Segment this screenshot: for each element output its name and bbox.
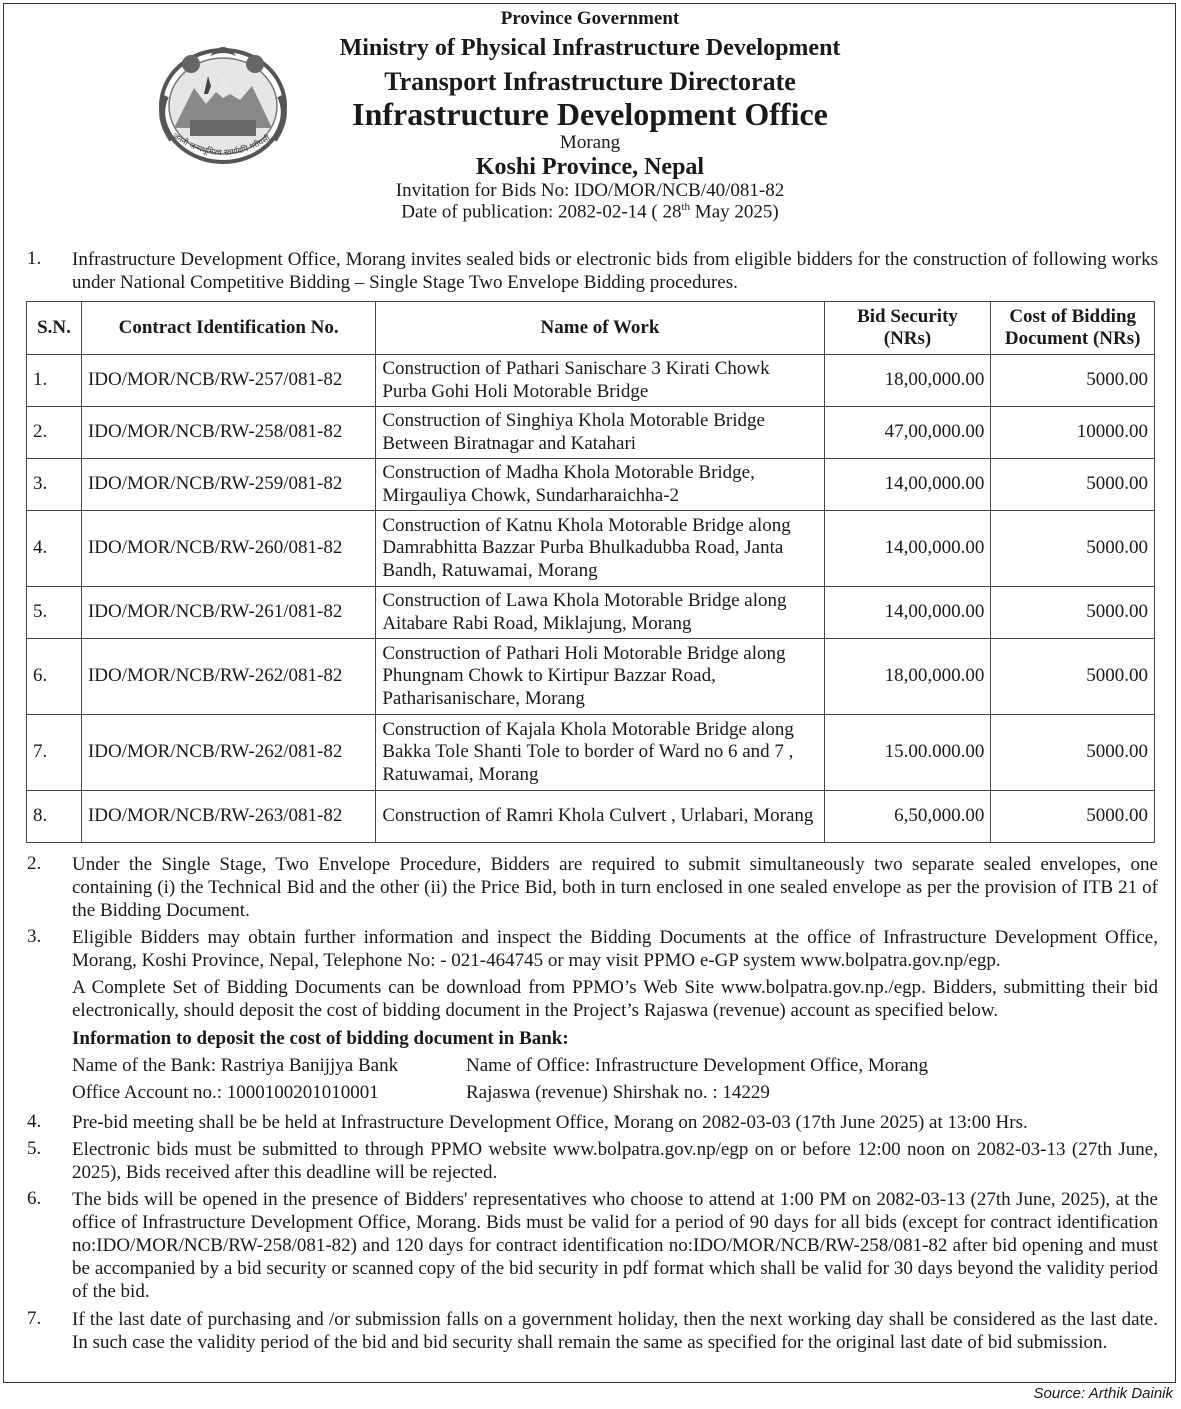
office-title: Infrastructure Development Office (352, 96, 828, 132)
cell-cost: 5000.00 (991, 791, 1155, 843)
cell-contract-id: IDO/MOR/NCB/RW-259/081-82 (81, 459, 375, 511)
cell-sn: 3. (27, 459, 82, 511)
cell-sn: 1. (27, 355, 82, 407)
cell-name-of-work: Construction of Ramri Khola Culvert , Urlabari, Morang (376, 791, 824, 843)
col-bid-security: Bid Security (NRs) (824, 302, 991, 355)
table-row (27, 639, 1155, 715)
cell-name-of-work: Construction of Singhiya Khola Motorable Bridge Between Biratnagar and Katahari (376, 407, 824, 459)
table-row (27, 355, 1155, 407)
district: Morang (559, 132, 621, 153)
cell-bid-security: 6,50,000.00 (824, 791, 991, 843)
para5-number: 5. (27, 1138, 42, 1159)
cell-sn: 2. (27, 407, 82, 459)
bank-name: Name of the Bank: Rastriya Banijjya Bank (72, 1055, 399, 1076)
cell-cost: 5000.00 (991, 639, 1155, 715)
publication-date: Date of publication: 2082-02-14 ( 28th May 2025) (401, 201, 779, 223)
cell-contract-id: IDO/MOR/NCB/RW-260/081-82 (81, 511, 375, 587)
cell-sn: 4. (27, 511, 82, 587)
col-cost-of-document: Cost of Bidding Document (NRs) (991, 302, 1155, 355)
cell-contract-id: IDO/MOR/NCB/RW-261/081-82 (81, 587, 375, 639)
cell-bid-security: 18,00,000.00 (824, 639, 991, 715)
cell-cost: 5000.00 (991, 459, 1155, 511)
col-name-of-work: Name of Work (376, 302, 824, 355)
para3-number: 3. (27, 926, 42, 947)
table-row (27, 511, 1155, 587)
table-row (27, 587, 1155, 639)
bank-info-heading: Information to deposit the cost of bidding document in Bank: (72, 1028, 569, 1049)
para5-text: Electronic bids must be submitted to through PPMO website www.bolpatra.gov.np/egp on or before 12:00 noon on 2082-03-13 (27th June, 2025), Bids received after this deadline will be rejected. (72, 1139, 1158, 1183)
cell-cost: 10000.00 (991, 407, 1155, 459)
cell-name-of-work: Construction of Lawa Khola Motorable Bridge along Aitabare Rabi Road, Miklajung, Morang (376, 587, 824, 639)
cell-name-of-work: Construction of Katnu Khola Motorable Bridge along Damrabhitta Bazzar Purba Bhulkadubba Road, Janta Bandh, Ratuwamai, Morang (376, 511, 824, 587)
office-name: Name of Office: Infrastructure Development Office, Morang (466, 1055, 928, 1076)
ministry-name: Ministry of Physical Infrastructure Development (339, 35, 841, 61)
cell-bid-security: 14,00,000.00 (824, 459, 991, 511)
cell-cost: 5000.00 (991, 355, 1155, 407)
col-contract-id: Contract Identification No. (81, 302, 375, 355)
para3-text2: A Complete Set of Bidding Documents can be download from PPMO’s Web Site www.bolpatra.gov.np./egp. Bidders, submitting their bid electronically, should deposit the cost of bidding document in the Project’s Rajaswa (revenue) account as specified below. (72, 977, 1158, 1021)
emblem-motto: जननी जन्मभूमिश्च स्वर्गादपि गरीयसी (170, 131, 272, 158)
cell-name-of-work: Construction of Pathari Holi Motorable Bridge along Phungnam Chowk to Kirtipur Bazzar Road, Patharisanischare, Morang (376, 639, 824, 715)
cell-bid-security: 14,00,000.00 (824, 511, 991, 587)
cell-bid-security: 18,00,000.00 (824, 355, 991, 407)
para2-number: 2. (27, 853, 42, 874)
cell-sn: 8. (27, 791, 82, 843)
para6-text: The bids will be opened in the presence of Bidders' representatives who choose to attend at 1:00 PM on 2082-03-13 (27th June, 2025), at the office of Infrastructure Development Office, Morang. Bids must be valid for a period of 90 days for all bids (except for contract identification no:IDO/MOR/NCB/RW-258/081-82) and 120 days for contract identification no:IDO/MOR/NCB/RW-258/081-82 after bid opening and must be accompanied by a bid security or scanned copy of the bid security in pdf format which shall be valid for 30 days beyond the validity period of the bid. (72, 1189, 1158, 1302)
province-name: Koshi Province, Nepal (475, 154, 705, 180)
cell-sn: 6. (27, 639, 82, 715)
para1-text: Infrastructure Development Office, Morang invites sealed bids or electronic bids from eligible bidders for the construction of following works under National Competitive Bidding – Single Stage Two Envelope Bidding procedures. (72, 249, 1158, 293)
para6-number: 6. (27, 1188, 42, 1209)
rajaswa-shirshak: Rajaswa (revenue) Shirshak no. : 14229 (466, 1082, 770, 1103)
cell-contract-id: IDO/MOR/NCB/RW-262/081-82 (81, 715, 375, 791)
table-row (27, 791, 1155, 843)
cell-bid-security: 47,00,000.00 (824, 407, 991, 459)
col-sn: S.N. (27, 302, 82, 355)
cell-bid-security: 15.00.000.00 (824, 715, 991, 791)
cell-contract-id: IDO/MOR/NCB/RW-263/081-82 (81, 791, 375, 843)
cell-contract-id: IDO/MOR/NCB/RW-262/081-82 (81, 639, 375, 715)
para7-number: 7. (27, 1308, 42, 1329)
para7-text: If the last date of purchasing and /or submission falls on a government holiday, then the next working day shall be considered as the last date. In such case the validity period of the bid and bid security shall remain the same as specified for the original last date of bid submission. (72, 1309, 1158, 1353)
cell-contract-id: IDO/MOR/NCB/RW-257/081-82 (81, 355, 375, 407)
directorate-name: Transport Infrastructure Directorate (384, 67, 796, 96)
province-government: Province Government (500, 8, 680, 29)
cell-sn: 5. (27, 587, 82, 639)
cell-bid-security: 14,00,000.00 (824, 587, 991, 639)
para4-number: 4. (27, 1111, 42, 1132)
cell-cost: 5000.00 (991, 715, 1155, 791)
cell-contract-id: IDO/MOR/NCB/RW-258/081-82 (81, 407, 375, 459)
ifb-number: Invitation for Bids No: IDO/MOR/NCB/40/081-82 (395, 180, 785, 201)
table-row (27, 459, 1155, 511)
cell-name-of-work: Construction of Kajala Khola Motorable Bridge along Bakka Tole Shanti Tole to border of Ward no 6 and 7 , Ratuwamai, Morang (376, 715, 824, 791)
cell-cost: 5000.00 (991, 511, 1155, 587)
cell-sn: 7. (27, 715, 82, 791)
cell-name-of-work: Construction of Pathari Sanischare 3 Kirati Chowk Purba Gohi Holi Motorable Bridge (376, 355, 824, 407)
para2-text: Under the Single Stage, Two Envelope Procedure, Bidders are required to submit simultaneously two separate sealed envelopes, one containing (i) the Technical Bid and the other (ii) the Price Bid, both in turn enclosed in one sealed envelope as per the provision of ITB 21 of the Bidding Document. (72, 854, 1158, 921)
cell-name-of-work: Construction of Madha Khola Motorable Bridge, Mirgauliya Chowk, Sundarharaichha-2 (376, 459, 824, 511)
table-row (27, 407, 1155, 459)
table-header-row (27, 302, 1155, 355)
source-credit: Source: Arthik Dainik (1033, 1385, 1173, 1402)
para1-number: 1. (27, 248, 42, 269)
para4-text: Pre-bid meeting shall be be held at Infrastructure Development Office, Morang on 2082-03-03 (17th June 2025) at 13:00 Hrs. (72, 1112, 1028, 1133)
para3-text: Eligible Bidders may obtain further information and inspect the Bidding Documents at the office of Infrastructure Development Office, Morang, Koshi Province, Nepal, Telephone No: - 021-464745 or may visit PPMO e-GP system www.bolpatra.gov.np/egp. (72, 927, 1158, 971)
cell-cost: 5000.00 (991, 587, 1155, 639)
table-row (27, 715, 1155, 791)
office-account-no: Office Account no.: 1000100201010001 (72, 1082, 379, 1103)
bids-table (26, 301, 1155, 843)
